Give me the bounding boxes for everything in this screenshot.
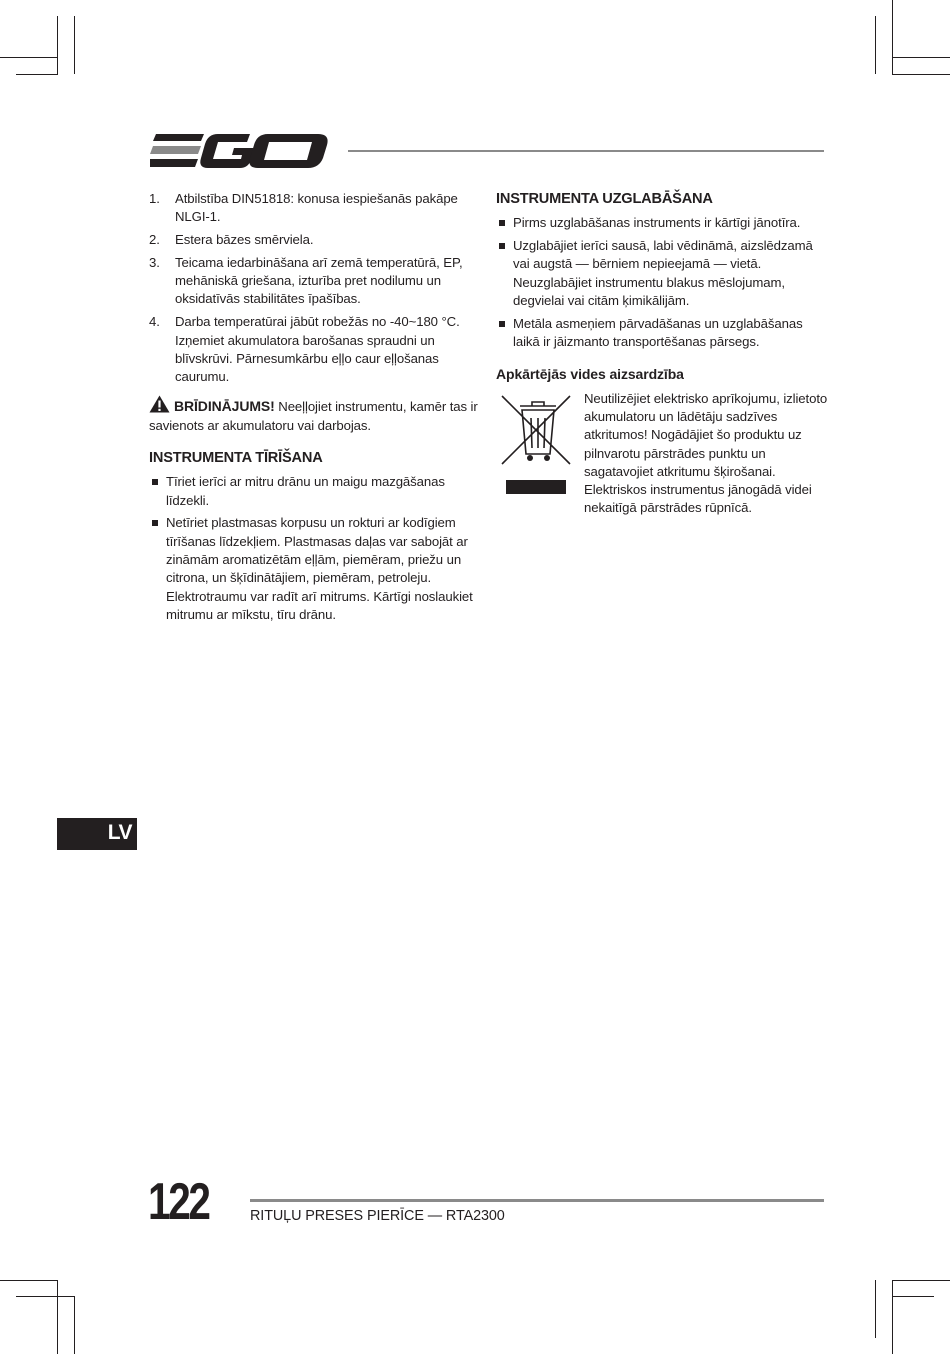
item-number: 2. <box>149 232 160 248</box>
crop-mark <box>57 1280 58 1354</box>
language-tab <box>57 818 137 850</box>
list-item <box>149 254 479 309</box>
crop-mark <box>16 74 58 75</box>
env-heading: Apkārtējās vides aizsardzība <box>496 366 684 383</box>
env-section <box>496 390 826 520</box>
item-text: Darba temperatūrai jābūt robežās no -40~180 °C. Izņemiet akumulatora barošanas spraudni un blīvskrūvi. Pārnesumkārbu eļļo caur eļļošanas caurumu. <box>175 314 460 385</box>
crop-mark <box>892 0 893 74</box>
footer-title: RITUĻU PRESES PIERĪCE — RTA2300 <box>250 1208 505 1224</box>
item-text: Teicama iedarbināšana arī zemā temperatūrā, EP, mehāniskā griešana, izturība pret nodilumu un oksidatīvās stabilitātes īpašības. <box>175 254 463 307</box>
crop-mark <box>875 16 876 74</box>
crossed-out-bin-icon <box>500 392 572 494</box>
crop-mark <box>892 1296 934 1297</box>
list-item: Pirms uzglabāšanas instruments ir kārtīgi jānotīra. <box>496 214 826 232</box>
numbered-list <box>149 190 479 386</box>
list-item: Uzglabājiet ierīci sausā, labi vēdināmā, aizslēdzamā vai augstā — bērniem nepieejamā — vietā. Neuzglabājiet instrumentu blakus mēslojumam, degvielai vai citām ķimikālijām. <box>496 237 826 310</box>
header-rule <box>348 150 824 152</box>
crop-mark <box>892 57 950 58</box>
cleaning-heading: INSTRUMENTA TĪRĪŠANA <box>149 450 323 467</box>
crop-mark <box>16 1296 74 1297</box>
item-number: 3. <box>149 254 160 270</box>
storage-heading: INSTRUMENTA UZGLABĀŠANA <box>496 191 713 207</box>
item-number: 4. <box>149 314 160 330</box>
item-number: 1. <box>149 191 160 206</box>
right-column <box>496 190 826 520</box>
list-item <box>149 231 479 249</box>
warning-triangle-icon <box>149 395 170 413</box>
footer-rule <box>250 1199 824 1202</box>
crop-mark <box>892 1280 950 1281</box>
page-number: 122 <box>148 1173 209 1231</box>
cleaning-list <box>149 473 479 624</box>
crop-mark <box>57 16 58 74</box>
crop-mark <box>875 1280 876 1338</box>
list-item <box>149 190 479 227</box>
left-column <box>149 190 479 629</box>
crop-mark <box>0 57 58 58</box>
crop-mark <box>74 1296 75 1354</box>
item-text: Estera bāzes smērviela. <box>175 232 314 248</box>
list-item <box>149 313 479 386</box>
item-text: Atbilstība DIN51818: konusa iespiešanās pakāpe NLGI-1. <box>175 191 458 225</box>
crop-mark <box>892 74 950 75</box>
warning-text: Neeļļojiet instrumentu, kamēr tas ir savienots ar akumulatoru vai darbojas. <box>149 399 478 433</box>
crop-mark <box>892 1280 893 1354</box>
crop-mark <box>0 1280 58 1281</box>
warning-label: BRĪDINĀJUMS! <box>174 398 275 415</box>
list-item: Netīriet plastmasas korpusu un rokturi ar kodīgiem tīrīšanas līdzekļiem. Plastmasas daļas var sabojāt ar zināmām aromatizētām eļļām, piemēram, priežu un citrona, un šķīdinātājiem, piemēram, petroleju. Elektrotraumu var radīt arī mitrums. Kārtīgi noslaukiet mitrumu ar mīkstu, tīru drānu. <box>149 514 479 624</box>
crop-mark <box>74 16 75 74</box>
warning-block <box>149 395 479 435</box>
language-label: LV <box>107 821 132 844</box>
ego-logo <box>150 130 332 172</box>
storage-list <box>496 214 826 351</box>
env-text: Neutilizējiet elektrisko aprīkojumu, izlietoto akumulatoru un lādētāju sadzīves atkritumos! Nogādājiet šo produktu uz pilnvarotu pārstrādes punktu un sagatavojiet atkritumu šķirošanai. Elektriskos instrumentus jānogādā videi nekaitīgā pārstrādes rūpnīcā. <box>584 390 828 516</box>
list-item: Metāla asmeņiem pārvadāšanas un uzglabāšanas laikā ir jāizmanto transportēšanas pārsegs. <box>496 315 826 352</box>
list-item: Tīriet ierīci ar mitru drānu un maigu mazgāšanas līdzekli. <box>149 473 479 510</box>
